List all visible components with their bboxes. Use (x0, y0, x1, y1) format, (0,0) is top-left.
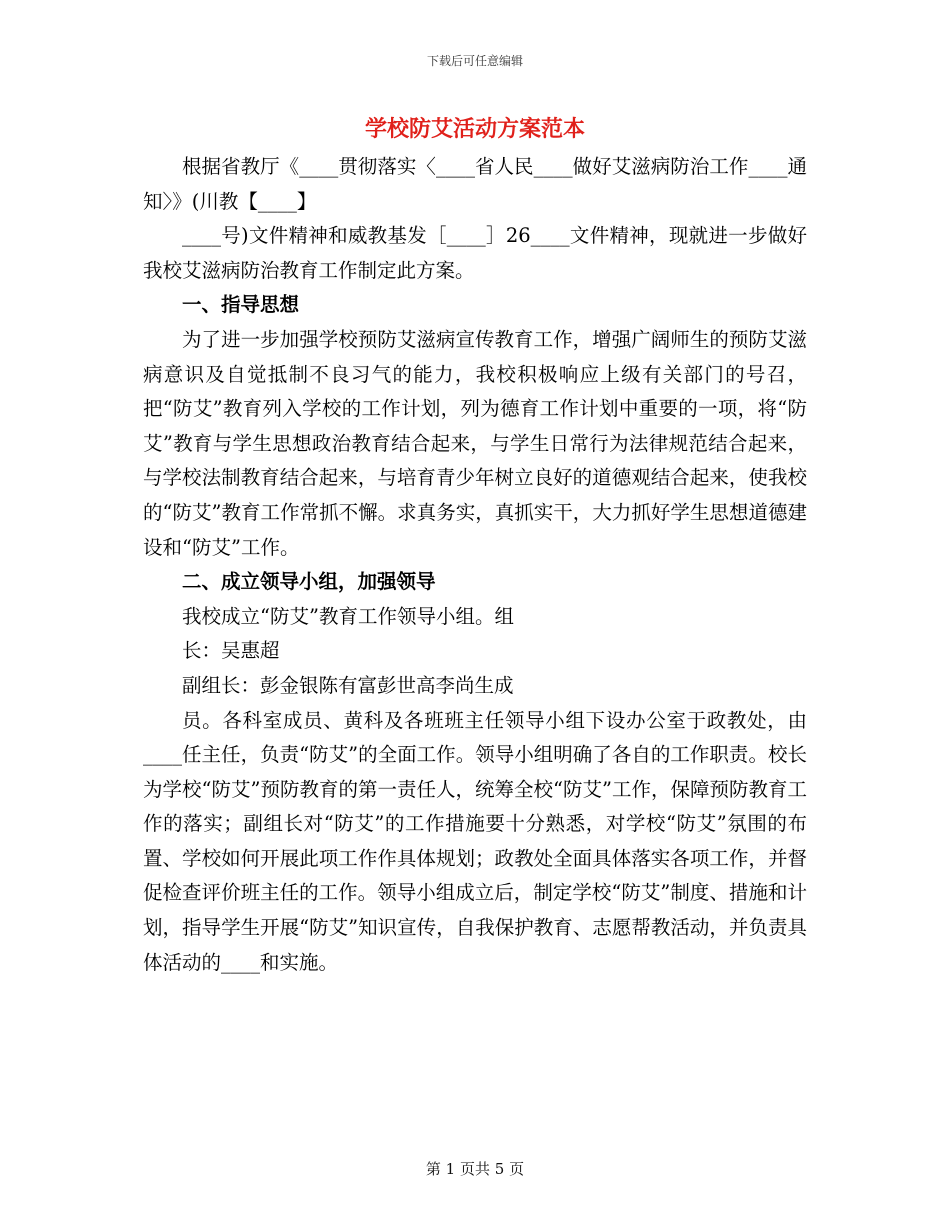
section-heading-leadership-group: 二、成立领导小组，加强领导 (182, 570, 436, 594)
leadership-members-paragraph: 员。各科室成员、黄科及各班班主任领导小组下设办公室于政教处，由____任主任，负责“防艾”的全面工作。领导小组明确了各自的工作职责。校长为学校“防艾”预防教育的第一责任人，统筹全校“防艾”工作，保障预防教育工作的落实；副组长对“防艾”的工作措施要十分熟悉，对学校“防艾”氛围的布置、学校如何开展此项工作作具体规划；政教处全面具体落实各项工作，并督促检查评价班主任的工作。领导小组成立后，制定学校“防艾”制度、措施和计划，指导学生开展“防艾”知识宣传，自我保护教育、志愿帮教活动，并负责具体活动的____和实施。 (143, 708, 807, 974)
document-body (143, 150, 807, 980)
document-title: 学校防艾活动方案范本 (364, 117, 585, 142)
header-note: 下载后可任意编辑 (426, 54, 523, 68)
leadership-deputy-line: 副组长：彭金银陈有富彭世高李尚生成 (182, 673, 514, 697)
section-heading-guiding-ideology: 一、指导思想 (182, 293, 300, 317)
leadership-leader-line: 长：吴惠超 (182, 639, 280, 663)
page-number: 第 1 页共 5 页 (425, 1160, 525, 1178)
guiding-ideology-paragraph: 为了进一步加强学校预防艾滋病宣传教育工作，增强广阔师生的预防艾滋病意识及自觉抵制不良习气的能力，我校积极响应上级有关部门的号召，把“防艾”教育列入学校的工作计划，列为德育工作计划中重要的一项，将“防艾”教育与学生思想政治教育结合起来，与学生日常行为法律规范结合起来，与学校法制教育结合起来，与培育青少年树立良好的道德观结合起来，使我校的“防艾”教育工作常抓不懈。求真务实，真抓实干，大力抓好学生思想道德建设和“防艾”工作。 (143, 327, 807, 559)
leadership-intro-line: 我校成立“防艾”教育工作领导小组。组 (182, 604, 514, 628)
intro-paragraph-2: ____号)文件精神和威教基发［____］26____文件精神，现就进一步做好我校艾滋病防治教育工作制定此方案。 (143, 224, 807, 282)
intro-paragraph-1: 根据省教厅《____贯彻落实〈____省人民____做好艾滋病防治工作____通知〉》(川教【____】 (143, 155, 807, 213)
